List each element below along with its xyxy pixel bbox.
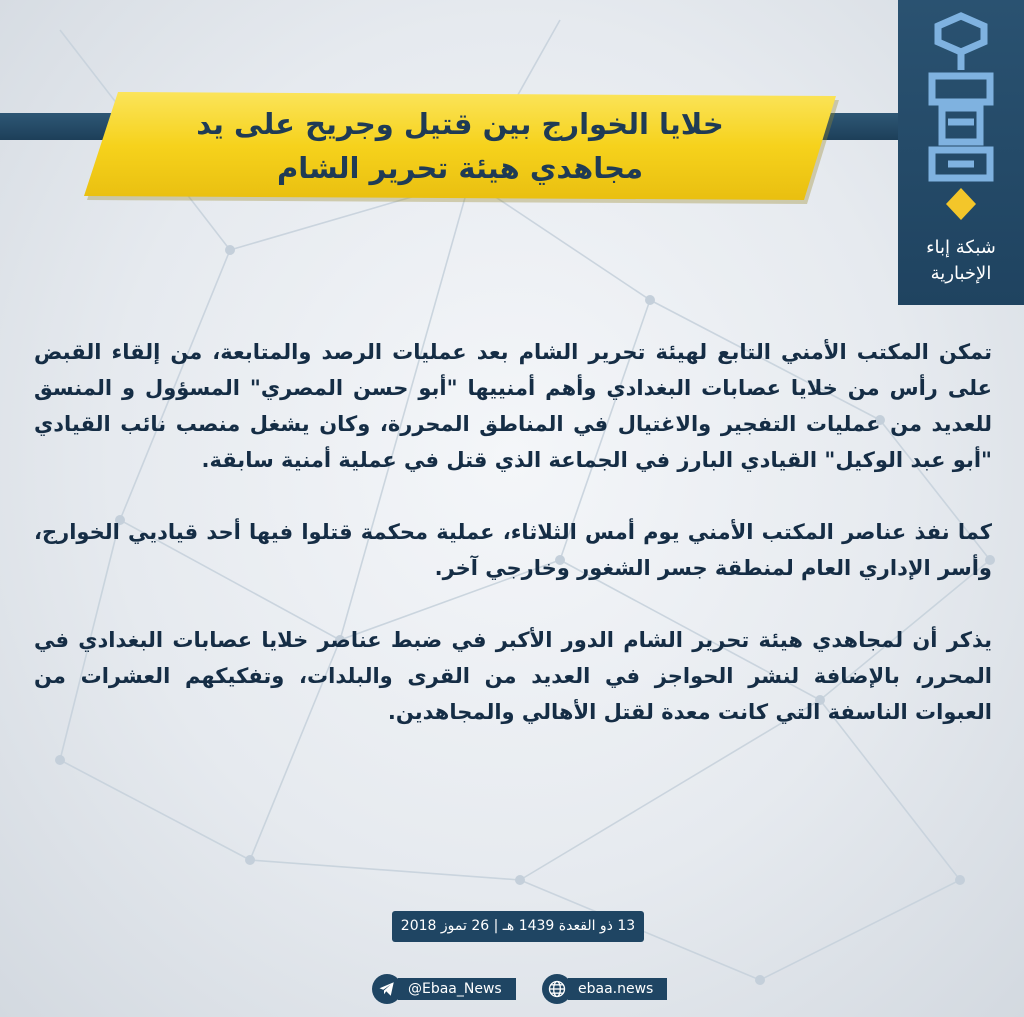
telegram-link[interactable] xyxy=(372,974,516,1004)
ebaa-calligraphy-logo-icon xyxy=(920,12,1002,227)
article-paragraph-2: كما نفذ عناصر المكتب الأمني يوم أمس الثلاثاء، عملية محكمة قتلوا فيها أحد قياديي الخوارج، وأسر الإداري العام لمنطقة جسر الشغور وخارجي آخر. xyxy=(34,520,992,580)
article-paragraph-1: تمكن المكتب الأمني التابع لهيئة تحرير الشام بعد عمليات الرصد والمتابعة، من إلقاء القبض على رأس من خلايا عصابات البغدادي وأهم أمنييها "أبو حسن المصري" المسؤول و المنسق للعديد من عمليات التفجير والاغتيال في المناطق المحررة، وكان يشغل منصب نائب القيادي "أبو عبد الوكيل" القيادي البارز في الجماعة الذي قتل في عملية أمنية سابقة. xyxy=(34,340,992,472)
brand-line-2: الإخبارية xyxy=(930,263,992,284)
page-title xyxy=(80,102,840,190)
article-paragraph-3: يذكر أن لمجاهدي هيئة تحرير الشام الدور الأكبر في ضبط عناصر خلايا عصابات البغدادي في المحرر، بالإضافة لنشر الحواجز في العديد من القرى والبلدات، وتفكيكهم العشرات من العبوات الناسفة التي كانت معدة لقتل الأهالي والمجاهدين. xyxy=(34,628,992,724)
date-badge: 13 ذو القعدة 1439 هـ | 26 تموز 2018 xyxy=(392,911,644,942)
title-line-1: خلايا الخوارج بين قتيل وجريح على يد xyxy=(196,107,724,141)
brand-name xyxy=(898,235,1024,287)
title-banner xyxy=(80,88,840,206)
website-url: ebaa.news xyxy=(568,978,667,1000)
telegram-handle: @Ebaa_News xyxy=(398,978,516,1000)
brand-panel xyxy=(898,0,1024,305)
title-line-2: مجاهدي هيئة تحرير الشام xyxy=(276,151,644,185)
article-body xyxy=(34,334,992,766)
website-link[interactable] xyxy=(542,974,667,1004)
brand-line-1: شبكة إباء xyxy=(926,237,996,258)
